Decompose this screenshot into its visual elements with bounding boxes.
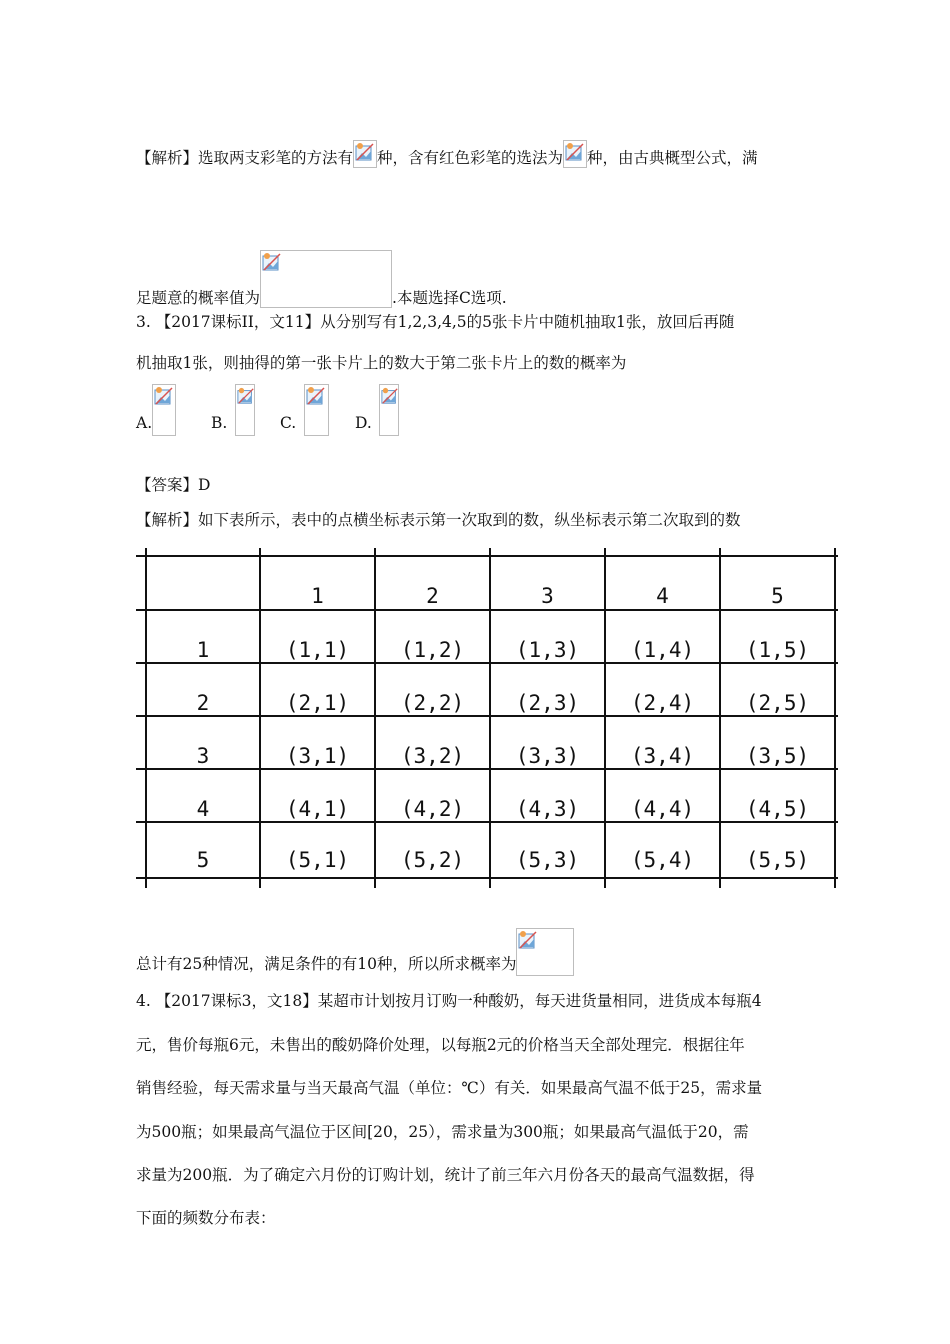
row-header: 4 — [196, 797, 210, 821]
row-header: 5 — [196, 848, 210, 872]
analysis-label: 【解析】 — [136, 149, 199, 167]
table-cell: (1,4) — [630, 638, 695, 662]
option-c: C. — [280, 384, 330, 436]
option-a: A. — [136, 384, 181, 436]
question-4-line-2: 元，售价每瓶6元，未售出的酸奶降价处理，以每瓶2元的价格当天全部处理完．根据往年 — [136, 1036, 745, 1054]
analysis-line-2: 足题意的概率值为 .本题选择C选项. — [136, 250, 507, 308]
table-cell: (5,1) — [285, 848, 350, 872]
table-cell: (1,5) — [745, 638, 810, 662]
column-header: 2 — [426, 584, 439, 608]
analysis-line-1: 【解析】选取两支彩笔的方法有 种，含有红色彩笔的选法为 种，由古典概型公式，满 — [136, 140, 758, 168]
answer-line: 【答案】D — [136, 476, 211, 494]
table-cell: (1,2) — [400, 638, 465, 662]
table-cell: (3,4) — [630, 744, 695, 768]
table-cell: (2,4) — [630, 691, 695, 715]
column-header: 3 — [541, 584, 554, 608]
table-cell: (4,2) — [400, 797, 465, 821]
question-4-line-1: 4. 【2017课标3，文18】某超市计划按月订购一种酸奶，每天进货量相同，进货成本每瓶4 — [136, 992, 762, 1010]
table-cell: (1,3) — [515, 638, 580, 662]
table-cell: (5,5) — [745, 848, 810, 872]
table-cell: (5,2) — [400, 848, 465, 872]
table-cell: (2,5) — [745, 691, 810, 715]
table-cell: (3,3) — [515, 744, 580, 768]
question-3-line-2: 机抽取1张，则抽得的第一张卡片上的数大于第二张卡片上的数的概率为 — [136, 354, 627, 372]
analysis-label: 【解析】 — [136, 511, 199, 529]
table-cell: (3,2) — [400, 744, 465, 768]
table-cell: (4,1) — [285, 797, 350, 821]
question-4-line-6: 下面的频数分布表： — [136, 1209, 276, 1227]
table-cell: (4,3) — [515, 797, 580, 821]
option-d: D. — [355, 384, 400, 436]
row-header: 3 — [196, 744, 210, 768]
analysis-line-3: 【解析】如下表所示，表中的点横坐标表示第一次取到的数，纵坐标表示第二次取到的数 — [136, 511, 741, 529]
table-cell: (2,3) — [515, 691, 580, 715]
table-cell: (5,3) — [515, 848, 580, 872]
row-header: 1 — [196, 638, 210, 662]
table-cell: (2,2) — [400, 691, 465, 715]
formula-image-placeholder — [516, 928, 574, 976]
question-4-line-3: 销售经验，每天需求量与当天最高气温（单位：℃）有关．如果最高气温不低于25，需求量 — [136, 1079, 763, 1097]
table-cell: (3,1) — [285, 744, 350, 768]
table-cell: (2,1) — [285, 691, 350, 715]
table-cell: (4,5) — [745, 797, 810, 821]
column-header: 5 — [771, 584, 784, 608]
table-cell: (4,4) — [630, 797, 695, 821]
question-4-line-5: 求量为200瓶．为了确定六月份的订购计划，统计了前三年六月份各天的最高气温数据，得 — [136, 1166, 755, 1184]
question-4-line-4: 为500瓶；如果最高气温位于区间[20，25），需求量为300瓶；如果最高气温低于20，需 — [136, 1123, 749, 1141]
summary-line: 总计有25种情况，满足条件的有10种，所以所求概率为 — [136, 928, 574, 976]
table-cell: (1,1) — [285, 638, 350, 662]
table-cell: (3,5) — [745, 744, 810, 768]
table-cell: (5,4) — [630, 848, 695, 872]
column-header: 4 — [656, 584, 669, 608]
row-header: 2 — [196, 691, 210, 715]
column-header: 1 — [311, 584, 324, 608]
option-b: B. — [211, 384, 256, 436]
question-3-line-1: 3. 【2017课标II，文11】从分别写有1,2,3,4,5的5张卡片中随机抽取1张，放回后再随 — [136, 313, 735, 331]
